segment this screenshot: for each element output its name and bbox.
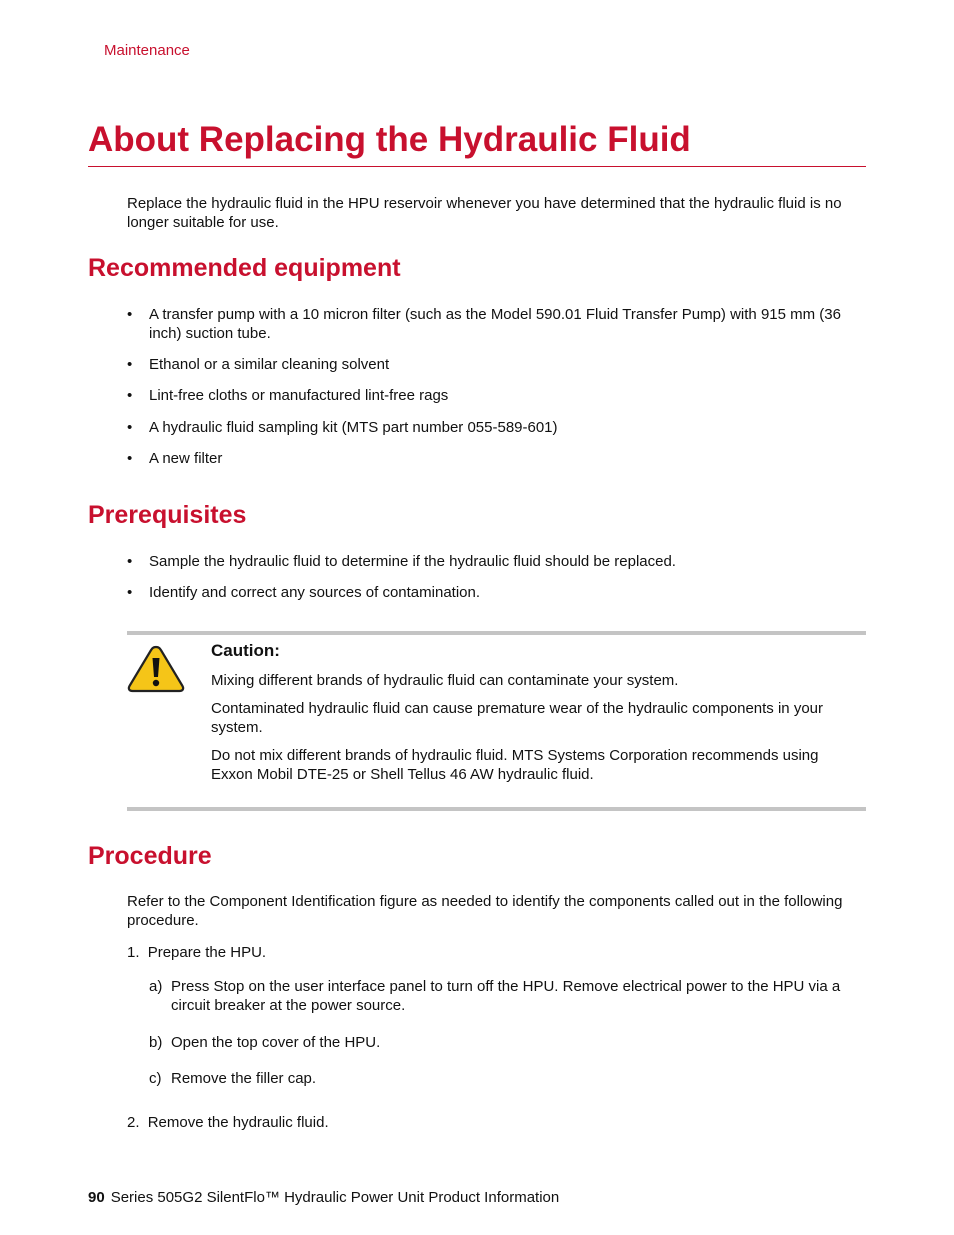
substep-text: Open the top cover of the HPU.: [171, 1034, 381, 1051]
bullet-dot: •: [127, 356, 133, 373]
step-number: 2.: [127, 1114, 140, 1131]
equipment-item-text: Lint-free cloths or manufactured lint-free rags: [149, 387, 449, 404]
equipment-item: [127, 305, 867, 343]
step-number: 1.: [127, 944, 140, 961]
page-number: 90: [88, 1189, 105, 1206]
equipment-item: [127, 355, 867, 374]
bullet-dot: •: [127, 450, 133, 467]
equipment-item-text: Ethanol or a similar cleaning solvent: [149, 356, 390, 373]
caution-label: Caution:: [211, 641, 280, 660]
caution-paragraph: Mixing different brands of hydraulic fluid can contaminate your system.: [211, 672, 679, 689]
procedure-heading: Procedure: [88, 842, 212, 870]
page-title: About Replacing the Hydraulic Fluid: [88, 120, 691, 159]
equipment-item-text: A transfer pump with a 10 micron filter (such as the Model 590.01 Fluid Transfer Pump) with 915 mm (36 inch) suction tube.: [149, 306, 841, 342]
equipment-item-text: A hydraulic fluid sampling kit (MTS part number 055-589-601): [149, 419, 558, 436]
equipment-item: [127, 418, 867, 437]
procedure-step: [127, 943, 266, 962]
procedure-substep: [149, 977, 867, 1015]
bullet-dot: •: [127, 306, 133, 323]
step-text: Prepare the HPU.: [147, 944, 267, 961]
procedure-substep: [149, 1033, 867, 1052]
step-text: Remove the hydraulic fluid.: [147, 1114, 329, 1131]
prerequisite-item-text: Identify and correct any sources of contamination.: [149, 584, 481, 601]
equipment-item: [127, 449, 867, 468]
equipment-item-text: A new filter: [149, 450, 223, 467]
bullet-dot: •: [127, 419, 133, 436]
footer-doc-title: Series 505G2 SilentFlo™ Hydraulic Power Unit Product Information: [110, 1189, 560, 1206]
caution-bottom-rule: [127, 807, 866, 811]
substep-text: Remove the filler cap.: [171, 1070, 317, 1087]
bullet-dot: •: [127, 584, 133, 601]
warning-triangle-icon: [126, 644, 186, 694]
substep-label: c): [149, 1070, 162, 1087]
page-footer: [88, 1189, 559, 1206]
prerequisites-heading: Prerequisites: [88, 501, 247, 529]
caution-paragraph: Do not mix different brands of hydraulic fluid. MTS Systems Corporation recommends using Exxon Mobil DTE-25 or Shell Tellus 46 AW hydraulic fluid.: [211, 747, 819, 783]
substep-label: b): [149, 1034, 163, 1051]
procedure-step: [127, 1113, 329, 1132]
title-underline: [88, 166, 866, 167]
substep-label: a): [149, 978, 163, 995]
procedure-intro: Refer to the Component Identification figure as needed to identify the components called out in the following procedure.: [127, 893, 843, 929]
bullet-dot: •: [127, 387, 133, 404]
substep-text: Press Stop on the user interface panel to turn off the HPU. Remove electrical power to the HPU via a circuit breaker at the power source.: [171, 978, 841, 1014]
prerequisite-item-text: Sample the hydraulic fluid to determine if the hydraulic fluid should be replaced.: [149, 553, 676, 570]
procedure-substep: [149, 1069, 867, 1088]
bullet-dot: •: [127, 553, 133, 570]
prerequisite-item: [127, 583, 867, 602]
caution-top-rule: [127, 631, 866, 635]
intro-paragraph: Replace the hydraulic fluid in the HPU reservoir whenever you have determined that the hydraulic fluid is no longer suitable for use.: [127, 195, 842, 231]
prerequisite-item: [127, 552, 867, 571]
equipment-item: [127, 386, 867, 405]
running-header-section: Maintenance: [104, 42, 190, 59]
equipment-heading: Recommended equipment: [88, 254, 401, 282]
caution-paragraph: Contaminated hydraulic fluid can cause premature wear of the hydraulic components in your system.: [211, 700, 823, 736]
